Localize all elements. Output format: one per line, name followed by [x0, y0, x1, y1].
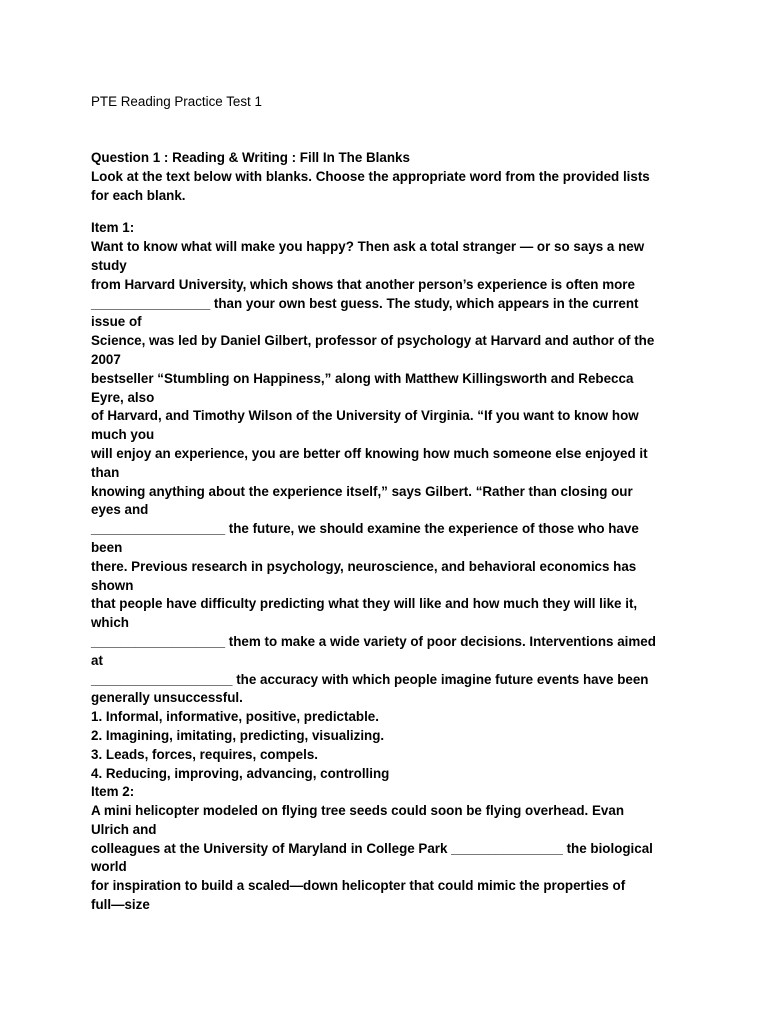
document-title: PTE Reading Practice Test 1 — [91, 94, 262, 109]
item-1-label: Item 1: — [91, 220, 135, 236]
passage-line: been — [91, 539, 123, 555]
passage-line: which — [91, 615, 129, 631]
question-heading: Question 1 : Reading & Writing : Fill In The Blanks — [91, 150, 410, 165]
passage-line: there. Previous research in psychology, neuroscience, and behavioral economics has — [91, 558, 637, 574]
passage-line: world — [91, 859, 127, 875]
instruction-line: Look at the text below with blanks. Choose the appropriate word from the provided lists — [91, 168, 650, 184]
passage-line: ___________________ the accuracy with which people imagine future events have been — [91, 671, 649, 687]
passage-line: A mini helicopter modeled on flying tree seeds could soon be flying overhead. Evan — [91, 803, 625, 819]
passage-line: for inspiration to build a scaled—down helicopter that could mimic the properties of — [91, 878, 626, 894]
passage-line: ________________ than your own best guess. The study, which appears in the current — [91, 295, 639, 311]
document-body — [91, 149, 691, 915]
passage-line: colleagues at the University of Maryland in College Park _______________ the biological — [91, 840, 653, 856]
passage-line: from Harvard University, which shows that another person’s experience is often more — [91, 276, 635, 292]
spacer — [91, 205, 691, 219]
passage-line: __________________ them to make a wide variety of poor decisions. Interventions aimed — [91, 633, 656, 649]
passage-line: will enjoy an experience, you are better off knowing how much someone else enjoyed it — [91, 445, 648, 461]
passage-line: shown — [91, 577, 134, 593]
passage-line: Want to know what will make you happy? Then ask a total stranger — or so says a new — [91, 239, 645, 255]
instruction-line: for each blank. — [91, 187, 186, 203]
item-2-label: Item 2: — [91, 784, 135, 800]
passage-line: 2007 — [91, 351, 121, 367]
passage-line: generally unsuccessful. — [91, 690, 243, 706]
passage-line: much you — [91, 427, 155, 443]
passage-line: knowing anything about the experience itself,” says Gilbert. “Rather than closing our — [91, 483, 633, 499]
passage-line: Science, was led by Daniel Gilbert, professor of psychology at Harvard and author of the — [91, 333, 655, 349]
option-line: 1. Informal, informative, positive, predictable. — [91, 709, 379, 725]
passage-line: than — [91, 464, 120, 480]
passage-line: Ulrich and — [91, 821, 157, 837]
option-line: 2. Imagining, imitating, predicting, visualizing. — [91, 727, 385, 743]
passage-line: eyes and — [91, 502, 149, 518]
passage-line: of Harvard, and Timothy Wilson of the University of Virginia. “If you want to know how — [91, 408, 639, 424]
passage-line: study — [91, 257, 127, 273]
option-line: 4. Reducing, improving, advancing, controlling — [91, 765, 390, 781]
passage-line: issue of — [91, 314, 142, 330]
option-line: 3. Leads, forces, requires, compels. — [91, 746, 318, 762]
passage-line: at — [91, 652, 103, 668]
passage-line: that people have difficulty predicting what they will like and how much they will like it, — [91, 596, 638, 612]
passage-line: full—size — [91, 897, 150, 913]
passage-line: Eyre, also — [91, 389, 155, 405]
passage-line: bestseller “Stumbling on Happiness,” along with Matthew Killingsworth and Rebecca — [91, 370, 634, 386]
passage-line: __________________ the future, we should examine the experience of those who have — [91, 521, 639, 537]
